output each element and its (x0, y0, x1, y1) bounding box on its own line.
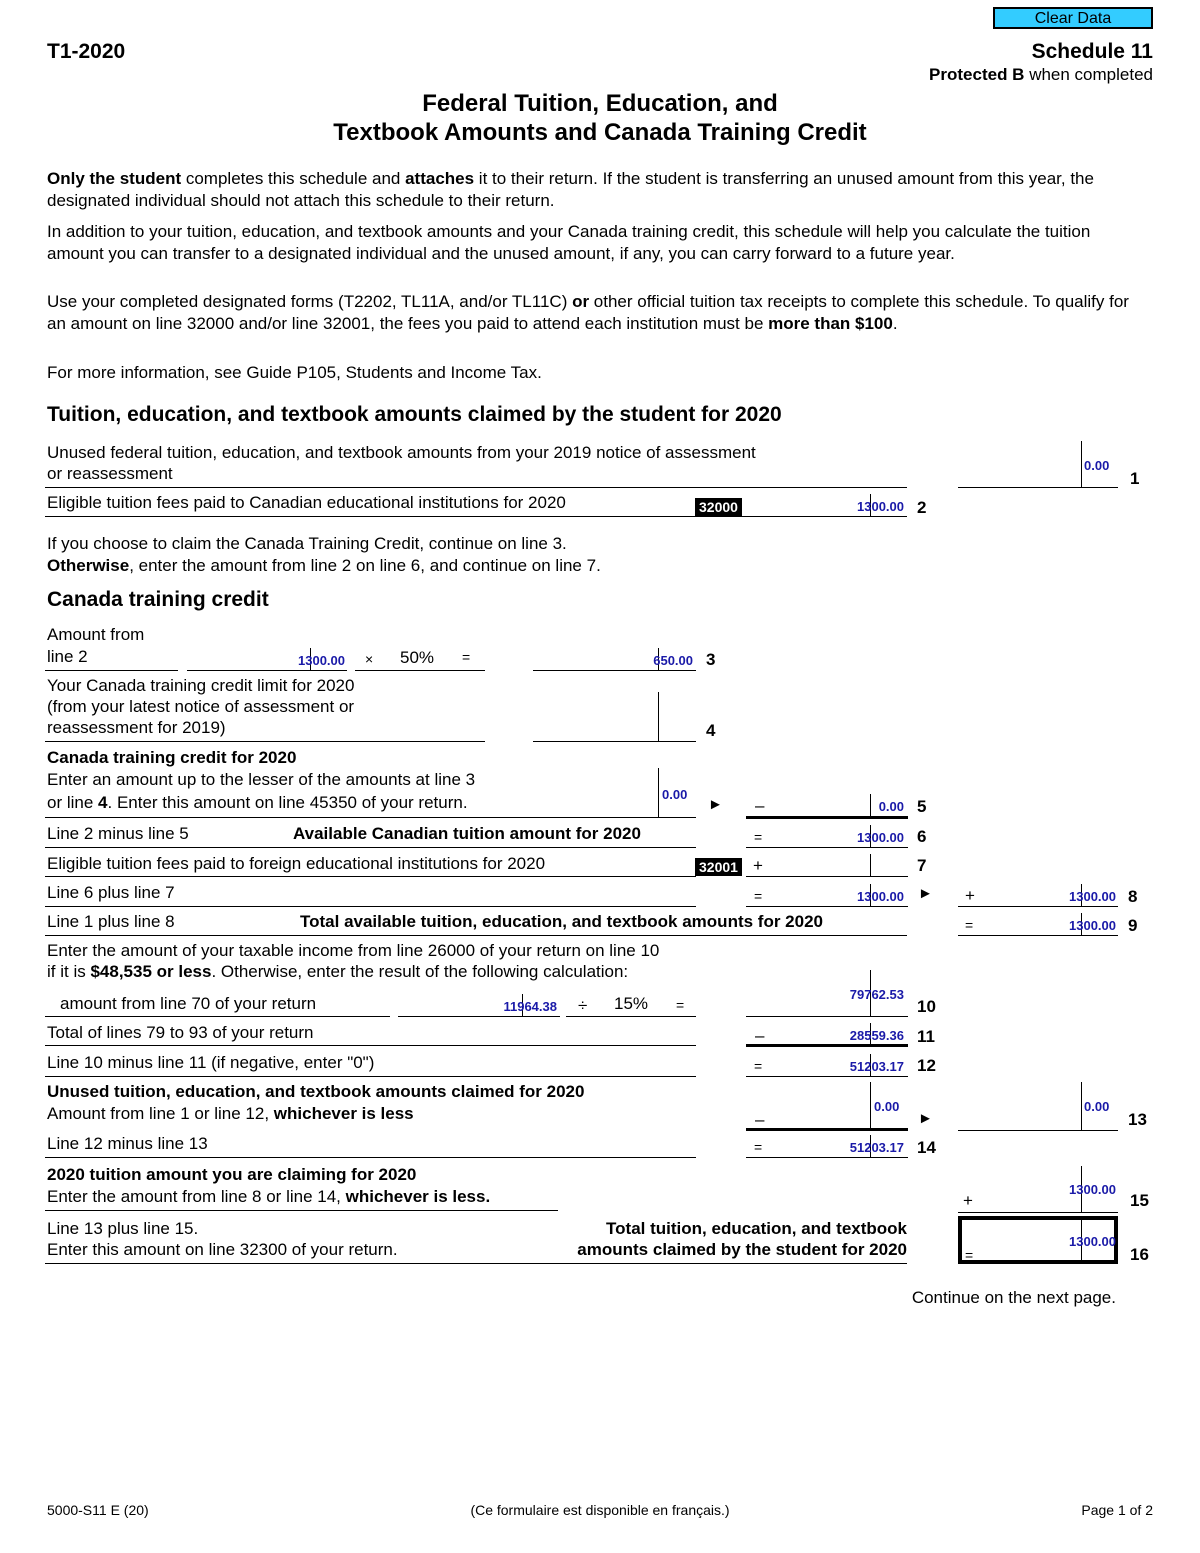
line2-number: 2 (917, 498, 927, 517)
line10-number: 10 (917, 997, 936, 1016)
line8-label: Line 6 plus line 7 (47, 883, 175, 902)
intro-paragraph-4: For more information, see Guide P105, Students and Income Tax. (47, 363, 542, 382)
line13-title: Unused tuition, education, and textbook amounts claimed for 2020 (47, 1082, 585, 1101)
line4-label-a: Your Canada training credit limit for 2020 (47, 676, 355, 695)
line10-value[interactable]: 79762.53 (849, 987, 904, 1002)
arrow-icon: ► (918, 1110, 933, 1127)
clear-data-button[interactable]: Clear Data (993, 7, 1153, 29)
line12-label: Line 10 minus line 11 (if negative, enter "0") (47, 1053, 375, 1072)
line13-inner-value[interactable]: 0.00 (874, 1099, 900, 1114)
intro-paragraph-2: In addition to your tuition, education, and textbook amounts and your Canada training credit, this schedule will help you calculate the tuition amount you can transfer to a designated individual and the unused amount, if any, you can carry forward to a future year. (47, 222, 1091, 263)
line7-code: 32001 (695, 858, 742, 876)
line9-title: Total available tuition, education, and textbook amounts for 2020 (300, 912, 823, 931)
equals-sign: = (965, 1247, 974, 1263)
line15-label: Enter the amount from line 8 or line 14, whichever is less. (47, 1187, 491, 1206)
line10-instruction-a: Enter the amount of your taxable income from line 26000 of your return on line 10 (47, 941, 660, 960)
minus-sign: – (755, 1026, 765, 1045)
line13-number: 13 (1128, 1110, 1147, 1129)
line11-number: 11 (917, 1027, 935, 1046)
line4-label-b: (from your latest notice of assessment or (47, 697, 355, 716)
line10-calc-label: amount from line 70 of your return (60, 994, 317, 1013)
line5-label-a: Enter an amount up to the lesser of the amounts at line 3 (47, 770, 476, 789)
schedule-label: Schedule 11 (1031, 40, 1153, 63)
line6-label: Line 2 minus line 5 (47, 824, 189, 843)
intro-paragraph-3: Use your completed designated forms (T2202, TL11A, and/or TL11C) or other official tuition tax receipts to complete this schedule. To qualify for an amount on line 32000 and/or line 32001, the fees you paid to attend each institution must be more than $100. (47, 292, 1129, 333)
line3-input[interactable]: 1300.00 (298, 653, 345, 668)
fifteen-percent: 15% (614, 994, 649, 1013)
arrow-icon: ► (918, 885, 933, 902)
equals-sign: = (462, 649, 471, 665)
line12-number: 12 (917, 1056, 936, 1075)
line16-label-b: Enter this amount on line 32300 of your return. (47, 1240, 398, 1259)
section-heading-tuition: Tuition, education, and textbook amounts claimed by the student for 2020 (47, 403, 782, 426)
intro-paragraph-1: Only the student completes this schedule and attaches it to their return. If the student is transferring an unused amount from this year, the designated individual should not attach this schedule to their return. (47, 169, 1094, 210)
line6-number: 6 (917, 827, 927, 846)
line1-label-a: Unused federal tuition, education, and textbook amounts from your 2019 notice of assessment (47, 443, 756, 462)
line16-number: 16 (1130, 1245, 1149, 1264)
line5-title: Canada training credit for 2020 (47, 748, 297, 767)
line11-label: Total of lines 79 to 93 of your return (47, 1023, 314, 1042)
footer-french-note: (Ce formulaire est disponible en français.) (470, 1502, 730, 1518)
footer-page-number: Page 1 of 2 (1081, 1502, 1153, 1518)
line10-instruction-b: if it is $48,535 or less. Otherwise, enter the result of the following calculation: (47, 962, 629, 981)
times-sign: × (365, 651, 374, 667)
continue-note: Continue on the next page. (911, 1288, 1116, 1307)
equals-sign: = (754, 829, 763, 845)
line3-label-b: line 2 (47, 647, 88, 666)
line16-title-a: Total tuition, education, and textbook (606, 1219, 907, 1238)
line14-value[interactable]: 51203.17 (849, 1140, 904, 1155)
line12-value[interactable]: 51203.17 (849, 1059, 904, 1074)
line13-label: Amount from line 1 or line 12, whichever is less (47, 1104, 414, 1123)
plus-sign: + (753, 856, 763, 875)
choice-text-b: Otherwise, enter the amount from line 2 on line 6, and continue on line 7. (47, 556, 601, 575)
protected-note: Protected B when completed (929, 65, 1153, 84)
line9-number: 9 (1128, 916, 1138, 935)
page-title-line2: Textbook Amounts and Canada Training Credit (333, 119, 867, 146)
line8-number: 8 (1128, 887, 1138, 906)
choice-text-a: If you choose to claim the Canada Training Credit, continue on line 3. (47, 534, 567, 553)
line2-value[interactable]: 1300.00 (857, 499, 904, 514)
equals-sign: = (965, 917, 974, 933)
divide-sign: ÷ (578, 996, 588, 1015)
line4-number: 4 (706, 721, 716, 740)
line7-number: 7 (917, 856, 927, 875)
line3-value[interactable]: 650.00 (653, 653, 693, 668)
equals-sign: = (754, 1058, 763, 1074)
line9-label: Line 1 plus line 8 (47, 912, 175, 931)
form-id: T1-2020 (47, 40, 126, 63)
line6-value[interactable]: 1300.00 (857, 830, 904, 845)
minus-sign: – (755, 1110, 765, 1129)
section-heading-ctc: Canada training credit (47, 588, 269, 611)
line5-value[interactable]: 0.00 (878, 799, 904, 814)
line1-number: 1 (1130, 469, 1140, 488)
line6-title: Available Canadian tuition amount for 2020 (293, 824, 641, 843)
footer-form-code: 5000-S11 E (20) (47, 1502, 149, 1518)
equals-sign: = (754, 888, 763, 904)
line14-label: Line 12 minus line 13 (47, 1134, 208, 1153)
line1-label-b: or reassessment (47, 464, 173, 483)
line11-value[interactable]: 28559.36 (849, 1028, 904, 1043)
fifty-percent: 50% (400, 648, 435, 667)
line10-calc-input[interactable]: 11964.38 (503, 999, 557, 1014)
plus-sign: + (963, 1191, 973, 1210)
line16-title-b: amounts claimed by the student for 2020 (577, 1240, 907, 1259)
line3-number: 3 (706, 650, 716, 669)
line13-value[interactable]: 0.00 (1084, 1099, 1110, 1114)
equals-sign: = (754, 1139, 763, 1155)
line14-number: 14 (917, 1138, 936, 1157)
line3-label-a: Amount from (47, 625, 145, 644)
line7-label: Eligible tuition fees paid to foreign educational institutions for 2020 (47, 854, 546, 873)
line15-number: 15 (1130, 1191, 1149, 1210)
line1-value[interactable]: 0.00 (1084, 458, 1110, 473)
line16-label-a: Line 13 plus line 15. (47, 1219, 199, 1238)
line2-code: 32000 (695, 498, 742, 516)
arrow-icon: ► (708, 796, 723, 813)
line15-title: 2020 tuition amount you are claiming for 2020 (47, 1165, 417, 1184)
line2-label: Eligible tuition fees paid to Canadian educational institutions for 2020 (47, 493, 566, 512)
line8-inner-value[interactable]: 1300.00 (857, 889, 904, 904)
line5-label-b: or line 4. Enter this amount on line 45350 of your return. (47, 793, 468, 812)
minus-sign: – (755, 796, 765, 815)
plus-sign: + (965, 886, 975, 905)
line8-value[interactable]: 1300.00 (1069, 889, 1116, 904)
page-title-line1: Federal Tuition, Education, and (422, 90, 778, 117)
equals-sign: = (676, 997, 685, 1013)
line5-inner-value[interactable]: 0.00 (662, 787, 688, 802)
line15-value[interactable]: 1300.00 (1069, 1182, 1116, 1197)
line9-value[interactable]: 1300.00 (1069, 918, 1116, 933)
line16-value[interactable]: 1300.00 (1069, 1234, 1116, 1249)
line5-number: 5 (917, 797, 927, 816)
line4-label-c: reassessment for 2019) (47, 718, 226, 737)
